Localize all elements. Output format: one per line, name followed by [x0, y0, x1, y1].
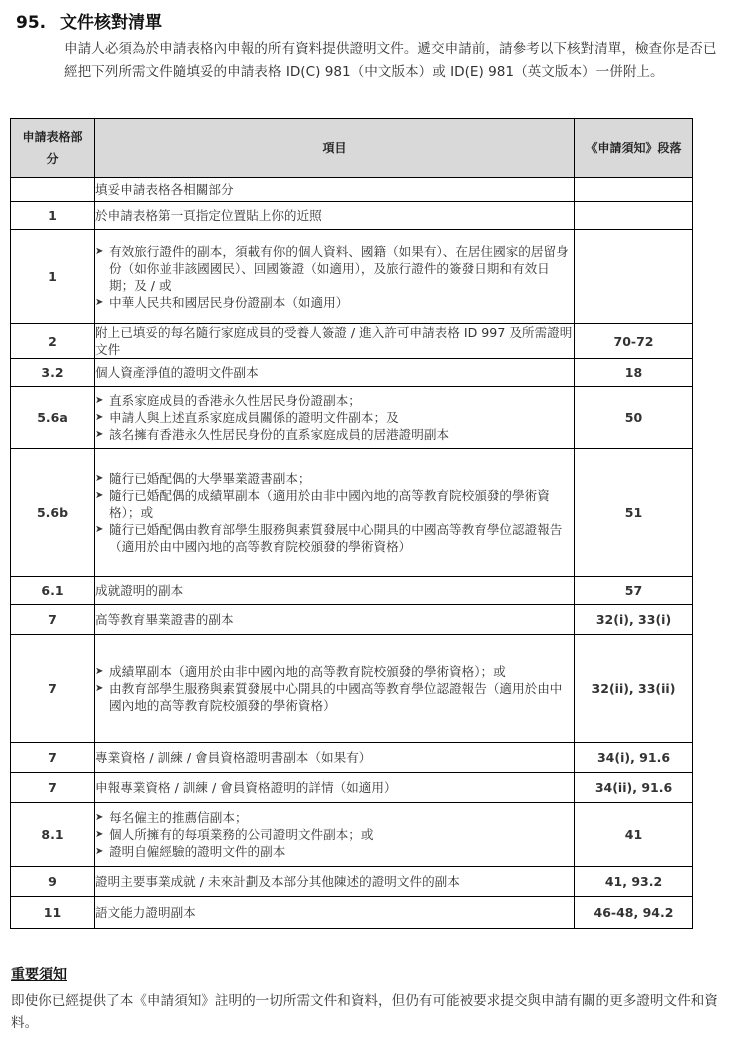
guide-paragraph-cell: 32(ii), 33(ii)	[575, 635, 693, 743]
table-row	[11, 773, 693, 803]
guide-paragraph-cell: 34(ii), 91.6	[575, 773, 693, 803]
form-part-cell: 2	[11, 324, 95, 359]
header-guide-paragraph: 《申請須知》段落	[575, 119, 693, 178]
item-bullet: ➤ 由教育部學生服務與素質發展中心開具的中國高等教育學位認證報告（適用於由中國內地的高等教育院校頒發的學術資格）	[95, 680, 574, 714]
section-number: 95.	[16, 13, 47, 33]
guide-paragraph-cell: 57	[575, 577, 693, 605]
guide-paragraph-cell: 46-48, 94.2	[575, 897, 693, 929]
header-form-part: 申請表格部分	[11, 119, 95, 178]
item-bullet: ➤ 有效旅行證件的副本，須載有你的個人資料、國籍（如果有）、在居住國家的居留身份（如你並非該國國民）、回國簽證（如適用），及旅行證件的簽發日期和有效日期；及 / 或	[95, 243, 574, 294]
item-text: 填妥申請表格各相關部分	[95, 182, 234, 197]
item-bullet: ➤ 個人所擁有的每項業務的公司證明文件副本；或	[95, 826, 574, 843]
item-bullet-list	[95, 663, 574, 714]
table-row	[11, 324, 693, 359]
table-row	[11, 577, 693, 605]
item-bullet: ➤ 申請人與上述直系家庭成員關係的證明文件副本；及	[95, 409, 574, 426]
important-notice-heading: 重要須知	[11, 967, 67, 983]
table-row	[11, 230, 693, 324]
item-text: 成就證明的副本	[95, 583, 184, 598]
form-part-cell: 7	[11, 773, 95, 803]
item-cell	[95, 605, 575, 635]
item-bullet-list	[95, 809, 574, 860]
table-row	[11, 605, 693, 635]
form-part-cell: 6.1	[11, 577, 95, 605]
item-cell	[95, 867, 575, 897]
item-cell	[95, 743, 575, 773]
item-cell	[95, 230, 575, 324]
guide-paragraph-cell: 34(i), 91.6	[575, 743, 693, 773]
form-part-cell	[11, 178, 95, 202]
form-part-cell: 7	[11, 743, 95, 773]
item-bullet: ➤ 該名擁有香港永久性居民身份的直系家庭成員的居港證明副本	[95, 426, 574, 443]
guide-paragraph-cell	[575, 202, 693, 230]
item-cell	[95, 449, 575, 577]
table-row	[11, 897, 693, 929]
item-bullet: ➤ 隨行已婚配偶的成績單副本（適用於由非中國內地的高等教育院校頒發的學術資格）；或	[95, 487, 574, 521]
form-part-cell: 5.6a	[11, 387, 95, 449]
item-bullet: ➤ 隨行已婚配偶的大學畢業證書副本；	[95, 470, 574, 487]
item-cell	[95, 387, 575, 449]
item-text: 於申請表格第一頁指定位置貼上你的近照	[95, 208, 322, 223]
section-title: 文件核對清單	[60, 13, 163, 33]
item-cell	[95, 324, 575, 359]
item-bullet: ➤ 隨行已婚配偶由教育部學生服務與素質發展中心開具的中國高等教育學位認證報告（適用於由中國內地的高等教育院校頒發的學術資格）	[95, 521, 574, 555]
table-body	[11, 178, 693, 929]
guide-paragraph-cell: 41, 93.2	[575, 867, 693, 897]
table-header-row	[11, 119, 693, 178]
form-part-cell: 9	[11, 867, 95, 897]
item-cell	[95, 178, 575, 202]
important-notice-body: 即使你已經提供了本《申請須知》註明的一切所需文件和資料，但仍有可能被要求提交與申請有關的更多證明文件和資料。	[11, 993, 718, 1031]
item-cell	[95, 773, 575, 803]
item-cell	[95, 577, 575, 605]
guide-paragraph-cell	[575, 230, 693, 324]
guide-paragraph-cell: 51	[575, 449, 693, 577]
item-text: 高等教育畢業證書的副本	[95, 612, 234, 627]
item-text: 證明主要事業成就 / 未來計劃及本部分其他陳述的證明文件的副本	[95, 874, 460, 889]
form-part-cell: 1	[11, 230, 95, 324]
item-text: 個人資產淨值的證明文件副本	[95, 365, 259, 380]
form-part-cell: 7	[11, 635, 95, 743]
intro-paragraph: 申請人必須為於申請表格內申報的所有資料提供證明文件。遞交申請前，請參考以下核對清單，檢查你是否已經把下列所需文件隨填妥的申請表格 ID(C) 981（中文版本）或 ID(E) 981（英文版本）一併附上。	[64, 41, 717, 80]
document-checklist-table	[10, 118, 693, 929]
item-bullet-list	[95, 392, 574, 443]
table-row	[11, 449, 693, 577]
item-bullet: ➤ 直系家庭成員的香港永久性居民身份證副本；	[95, 392, 574, 409]
guide-paragraph-cell: 70-72	[575, 324, 693, 359]
table-row	[11, 178, 693, 202]
section-heading	[16, 8, 162, 33]
guide-paragraph-cell	[575, 178, 693, 202]
table-row	[11, 359, 693, 387]
item-text: 申報專業資格 / 訓練 / 會員資格證明的詳情（如適用）	[95, 780, 397, 795]
form-part-cell: 7	[11, 605, 95, 635]
item-bullet-list	[95, 243, 574, 311]
guide-paragraph-cell: 32(i), 33(i)	[575, 605, 693, 635]
table-row	[11, 387, 693, 449]
form-part-cell: 1	[11, 202, 95, 230]
item-text: 專業資格 / 訓練 / 會員資格證明書副本（如果有）	[95, 750, 372, 765]
header-item: 項目	[95, 119, 575, 178]
form-part-cell: 3.2	[11, 359, 95, 387]
item-text: 語文能力證明副本	[95, 905, 196, 920]
item-bullet: ➤ 成績單副本（適用於由非中國內地的高等教育院校頒發的學術資格）；或	[95, 663, 574, 680]
form-part-cell: 8.1	[11, 803, 95, 867]
table-row	[11, 867, 693, 897]
item-cell	[95, 803, 575, 867]
guide-paragraph-cell: 18	[575, 359, 693, 387]
table-row	[11, 202, 693, 230]
item-bullet: ➤ 中華人民共和國居民身份證副本（如適用）	[95, 294, 574, 311]
item-cell	[95, 635, 575, 743]
guide-paragraph-cell: 41	[575, 803, 693, 867]
item-cell	[95, 897, 575, 929]
guide-paragraph-cell: 50	[575, 387, 693, 449]
item-cell	[95, 202, 575, 230]
table-row	[11, 803, 693, 867]
item-bullet: ➤ 證明自僱經驗的證明文件的副本	[95, 843, 574, 860]
item-bullet: ➤ 每名僱主的推薦信副本；	[95, 809, 574, 826]
form-part-cell: 5.6b	[11, 449, 95, 577]
table-row	[11, 635, 693, 743]
item-cell	[95, 359, 575, 387]
item-bullet-list	[95, 470, 574, 555]
form-part-cell: 11	[11, 897, 95, 929]
item-text: 附上已填妥的每名隨行家庭成員的受養人簽證 / 進入許可申請表格 ID 997 及所需證明文件	[95, 325, 573, 357]
table-row	[11, 743, 693, 773]
